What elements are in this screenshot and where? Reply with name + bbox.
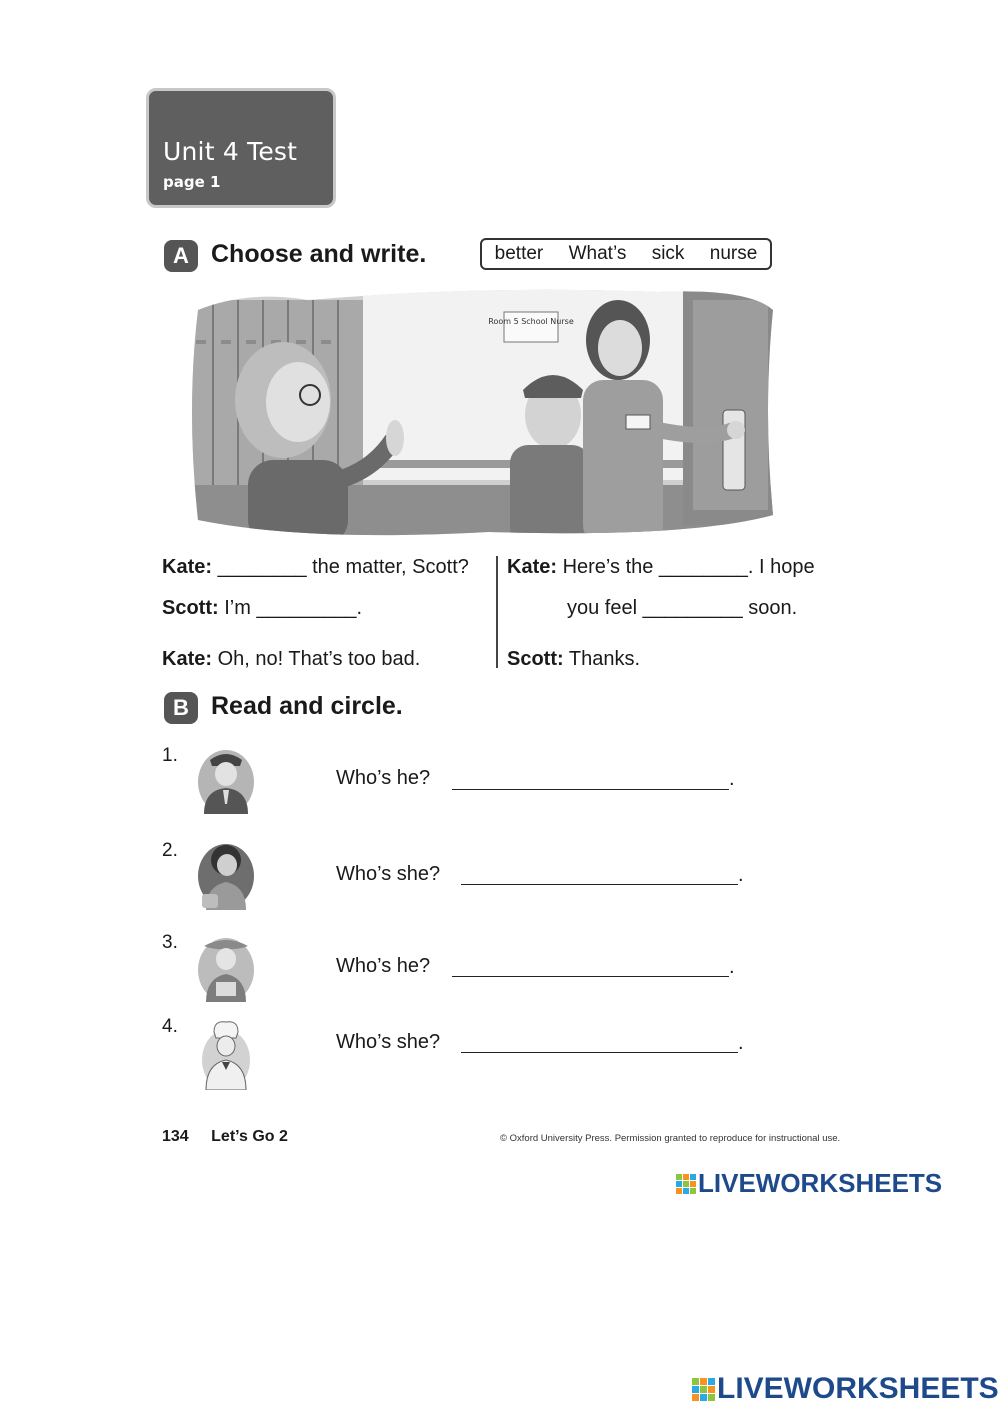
dialog-text: Oh, no! That’s too bad. xyxy=(217,648,421,670)
answer-line[interactable] xyxy=(461,1052,738,1053)
dialog-text: Here’s the ________. I hope xyxy=(562,556,815,578)
copyright-notice: © Oxford University Press. Permission granted to reproduce for instructional use. xyxy=(500,1133,841,1144)
dialog-text: I’m _________. xyxy=(224,597,363,619)
section-b-title: Read and circle. xyxy=(211,692,403,720)
section-a-badge: A xyxy=(164,240,198,272)
dialog-line xyxy=(162,597,362,620)
answer-period: . xyxy=(729,956,735,978)
answer-line[interactable] xyxy=(452,976,729,977)
question-text: Who’s he? xyxy=(336,955,431,977)
unit-title: Unit 4 Test xyxy=(163,137,298,166)
section-b-badge: B xyxy=(164,692,198,724)
dialog-text: Thanks. xyxy=(568,648,641,670)
question-text: Who’s she? xyxy=(336,1031,441,1053)
question-text: Who’s he? xyxy=(336,767,431,789)
farmer-icon xyxy=(196,930,256,1002)
footer-book-title: Let’s Go 2 xyxy=(211,1128,288,1145)
answer-period: . xyxy=(738,1032,744,1054)
dialog-text: ________ the matter, Scott? xyxy=(217,556,469,578)
dialog-speaker: Scott: xyxy=(162,597,219,619)
sign-text: Room 5 School Nurse xyxy=(488,317,574,326)
dialog-line xyxy=(567,597,797,620)
question-number: 2. xyxy=(162,840,178,861)
unit-header-box xyxy=(146,88,336,208)
dialog-text: you feel _________ soon. xyxy=(567,597,798,619)
unit-page-label: page 1 xyxy=(163,173,221,191)
dialog-line xyxy=(507,556,815,579)
logo-text: LIVEWORKSHEETS xyxy=(717,1372,999,1405)
dialog-line xyxy=(162,556,469,579)
logo-grid-icon xyxy=(692,1378,715,1401)
woman-icon xyxy=(196,838,256,910)
police-officer-icon xyxy=(196,742,256,814)
liveworksheets-logo xyxy=(676,1168,942,1199)
liveworksheets-logo-bottom xyxy=(692,1372,999,1406)
answer-period: . xyxy=(729,768,735,790)
dialog-speaker: Kate: xyxy=(162,556,213,578)
dialog-speaker: Kate: xyxy=(507,556,558,578)
answer-line[interactable] xyxy=(452,789,729,790)
question-number: 3. xyxy=(162,932,178,953)
chef-icon xyxy=(196,1018,256,1090)
section-a-title: Choose and write. xyxy=(211,240,427,268)
question-text: Who’s she? xyxy=(336,863,441,885)
word-bank xyxy=(480,238,772,270)
dialog-line xyxy=(507,648,640,671)
logo-text: LIVEWORKSHEETS xyxy=(698,1168,943,1198)
dialog-speaker: Kate: xyxy=(162,648,213,670)
answer-line[interactable] xyxy=(461,884,738,885)
dialog-line xyxy=(162,648,420,671)
word-bank-item: sick xyxy=(651,243,685,264)
logo-grid-icon xyxy=(676,1174,696,1194)
word-bank-item: nurse xyxy=(709,243,758,264)
dialog-divider xyxy=(496,556,498,668)
footer-page-number: 134 xyxy=(162,1128,189,1145)
word-bank-item: What’s xyxy=(568,243,627,264)
footer-page-info xyxy=(162,1128,306,1146)
question-number: 1. xyxy=(162,745,178,766)
question-number: 4. xyxy=(162,1016,178,1037)
word-bank-item: better xyxy=(494,243,544,264)
school-nurse-scene xyxy=(188,280,778,542)
dialog-speaker: Scott: xyxy=(507,648,564,670)
answer-period: . xyxy=(738,864,744,886)
